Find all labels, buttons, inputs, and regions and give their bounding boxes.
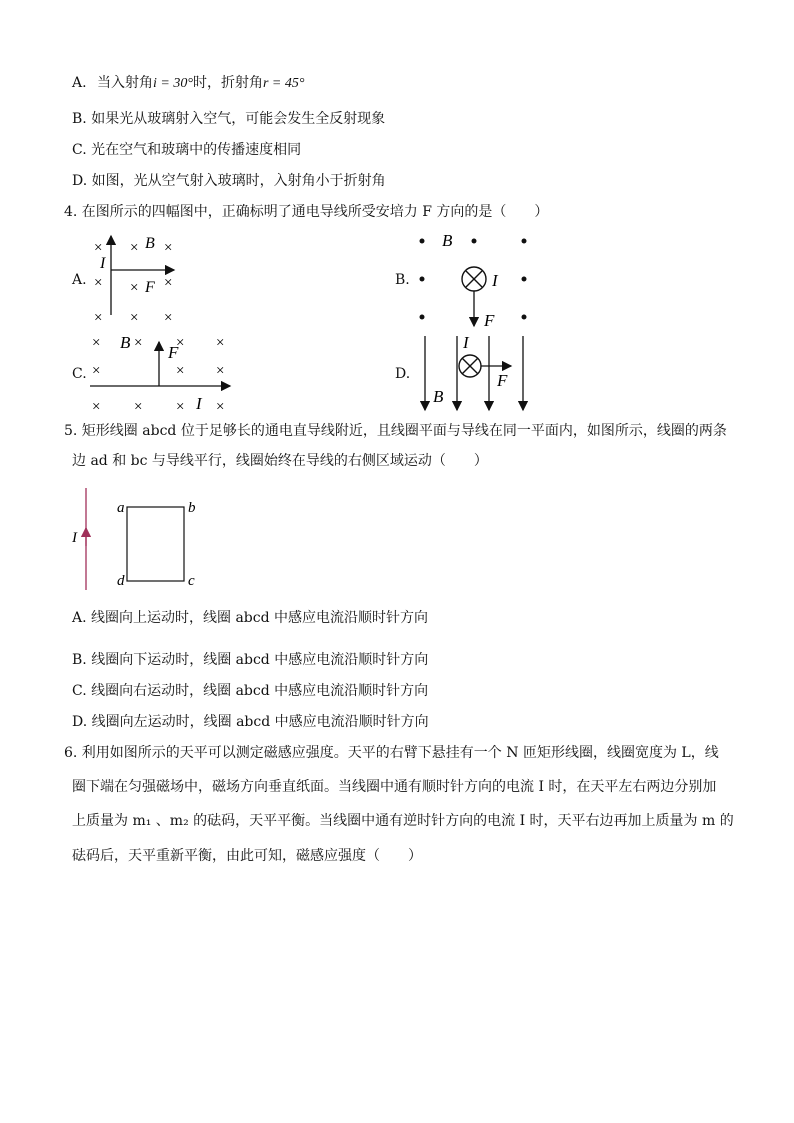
- field-dot: [522, 315, 527, 320]
- q6-line3: 上质量为 m₁ 、m₂ 的砝码，天平平衡。当线圈中通有逆时针方向的电流 I 时，天平右边再加上质量为 m 的: [72, 813, 734, 829]
- label-B: B: [145, 235, 155, 252]
- q6-line2: 圈下端在匀强磁场中，磁场方向垂直纸面。当线圈中通有顺时针方向的电流 I 时，在天平左右两边分别加: [72, 779, 717, 795]
- cross-mark: ×: [164, 310, 173, 326]
- q5-option-a: A. 线圈向上运动时，线圈 abcd 中感应电流沿顺时针方向: [72, 610, 429, 626]
- cross-mark: ×: [134, 399, 143, 415]
- label-F: F: [145, 279, 155, 296]
- q5-option-d: D. 线圈向左运动时，线圈 abcd 中感应电流沿顺时针方向: [72, 714, 429, 730]
- q4-figure-d: [415, 332, 535, 416]
- field-dot: [420, 315, 425, 320]
- q5-option-c: C. 线圈向右运动时，线圈 abcd 中感应电流沿顺时针方向: [72, 683, 429, 699]
- field-dot: [472, 239, 477, 244]
- field-dot: [420, 277, 425, 282]
- label-b: b: [188, 500, 196, 516]
- cross-mark: ×: [164, 275, 173, 291]
- q5-figure: [66, 486, 206, 592]
- cross-mark: ×: [130, 240, 139, 256]
- q4-figure-a: [88, 230, 188, 326]
- label-I: I: [72, 530, 77, 546]
- cross-mark: ×: [176, 363, 185, 379]
- q5-option-b: B. 线圈向下运动时，线圈 abcd 中感应电流沿顺时针方向: [72, 652, 429, 668]
- q4-label-a: A.: [72, 272, 87, 288]
- cross-mark: ×: [92, 399, 101, 415]
- cross-mark: ×: [176, 399, 185, 415]
- q3-option-c: C. 光在空气和玻璃中的传播速度相同: [72, 142, 302, 158]
- label-I: I: [196, 394, 202, 413]
- label-B: B: [442, 231, 453, 250]
- q3-option-b: B. 如果光从玻璃射入空气，可能会发生全反射现象: [72, 111, 386, 127]
- rectangular-coil: [127, 507, 184, 581]
- current-into-page-icon: [462, 267, 486, 291]
- current-into-page-icon: [459, 355, 481, 377]
- q3-option-a: A. 当入射角i = 30°时，折射角r = 45°: [72, 75, 305, 91]
- label-B: B: [433, 387, 444, 406]
- cross-mark: ×: [216, 335, 225, 351]
- q4-stem: 4. 在图所示的四幅图中，正确标明了通电导线所受安培力 F 方向的是（ ）: [64, 204, 549, 220]
- cross-mark: ×: [164, 240, 173, 256]
- q3-option-d: D. 如图，光从空气射入玻璃时，入射角小于折射角: [72, 173, 386, 189]
- label-I: I: [463, 333, 469, 352]
- cross-mark: ×: [94, 310, 103, 326]
- q4-figure-c: [88, 330, 238, 416]
- q4-label-d: D.: [395, 366, 411, 382]
- field-dot: [522, 239, 527, 244]
- label-I: I: [492, 271, 498, 290]
- label-c: c: [188, 573, 195, 589]
- q4-figure-b: [412, 228, 536, 332]
- cross-mark: ×: [216, 399, 225, 415]
- q4-label-c: C.: [72, 366, 87, 382]
- label-I: I: [100, 255, 106, 272]
- cross-mark: ×: [176, 335, 185, 351]
- label-F: F: [168, 343, 179, 362]
- field-dot: [522, 277, 527, 282]
- cross-mark: ×: [130, 310, 139, 326]
- cross-mark: ×: [92, 363, 101, 379]
- cross-mark: ×: [94, 240, 103, 256]
- cross-mark: ×: [216, 363, 225, 379]
- label-F: F: [497, 371, 508, 390]
- q5-stem-line2: 边 ad 和 bc 与导线平行，线圈始终在导线的右侧区域运动（ ）: [72, 453, 488, 469]
- label-a: a: [117, 500, 125, 516]
- q6-line1: 6. 利用如图所示的天平可以测定磁感应强度。天平的右臂下悬挂有一个 N 匝矩形线圈，线圈宽度为 L，线: [64, 745, 719, 761]
- q4-label-b: B.: [395, 272, 410, 288]
- cross-mark: ×: [94, 275, 103, 291]
- label-F: F: [484, 311, 495, 330]
- label-B: B: [120, 333, 131, 352]
- cross-mark: ×: [130, 280, 139, 296]
- label-d: d: [117, 573, 125, 589]
- q6-line4: 砝码后，天平重新平衡，由此可知，磁感应强度（ ）: [72, 848, 422, 864]
- q5-stem-line1: 5. 矩形线圈 abcd 位于足够长的通电直导线附近，且线圈平面与导线在同一平面内，如图所示，线圈的两条: [64, 423, 727, 439]
- cross-mark: ×: [134, 335, 143, 351]
- field-dot: [420, 239, 425, 244]
- cross-mark: ×: [92, 335, 101, 351]
